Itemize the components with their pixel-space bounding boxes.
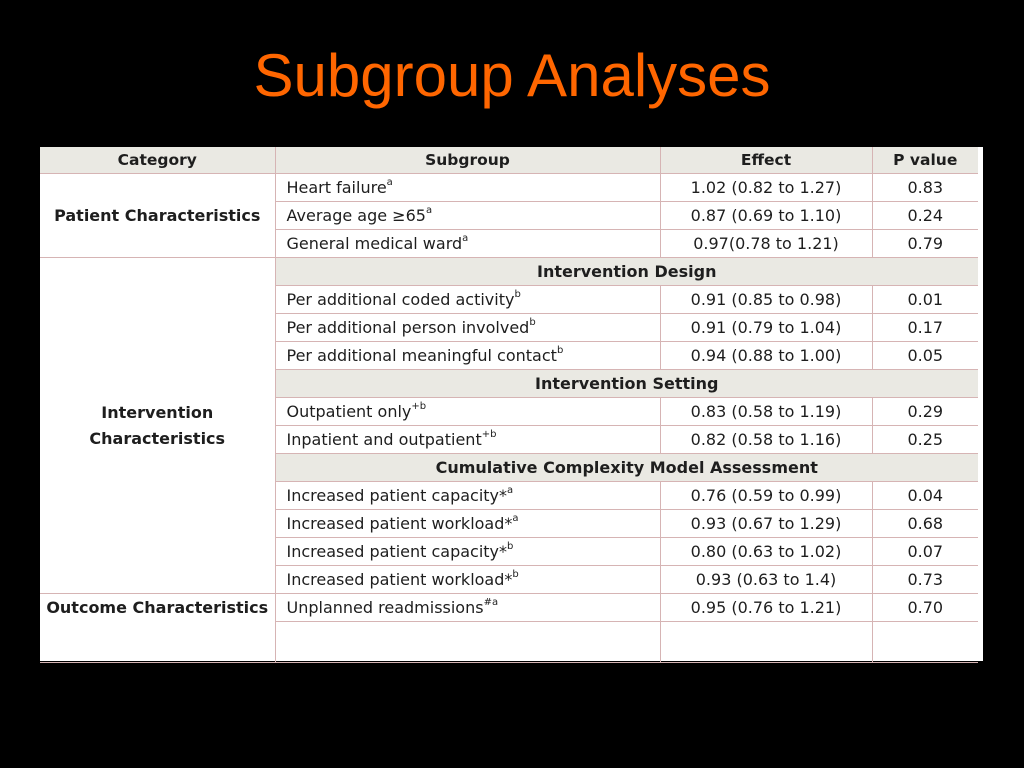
section-heading-design: Intervention Design — [275, 258, 978, 286]
table-row — [40, 594, 978, 622]
p-value-cell: 0.29 — [872, 398, 978, 426]
category-outcome: Outcome Characteristics — [40, 594, 275, 663]
p-value-cell: 0.68 — [872, 510, 978, 538]
section-heading-setting: Intervention Setting — [275, 370, 978, 398]
header-p-value: P value — [872, 147, 978, 174]
effect-cell: 0.83 (0.58 to 1.19) — [660, 398, 872, 426]
p-value-cell: 0.05 — [872, 342, 978, 370]
effect-cell: 0.76 (0.59 to 0.99) — [660, 482, 872, 510]
subgroup-cell: Increased patient workload*$^b$ — [275, 566, 660, 594]
effect-cell: 0.91 (0.85 to 0.98) — [660, 286, 872, 314]
header-subgroup: Subgroup — [275, 147, 660, 174]
subgroup-cell: Increased patient workload*$^a$ — [275, 510, 660, 538]
table-header-row — [40, 147, 978, 174]
p-value-cell: 0.07 — [872, 538, 978, 566]
effect-cell: 0.95 (0.76 to 1.21) — [660, 594, 872, 622]
subgroup-cell: General medical ward$^a$ — [275, 230, 660, 258]
subgroup-table-panel — [40, 147, 983, 661]
effect-cell: 0.97(0.78 to 1.21) — [660, 230, 872, 258]
p-value-cell: 0.73 — [872, 566, 978, 594]
subgroup-cell: Outpatient only$^{+b}$ — [275, 398, 660, 426]
subgroup-cell: Unplanned readmissions$^{\#a}$ — [275, 594, 660, 622]
effect-cell: 0.82 (0.58 to 1.16) — [660, 426, 872, 454]
effect-cell: 0.87 (0.69 to 1.10) — [660, 202, 872, 230]
subgroup-cell: Inpatient and outpatient$^{+b}$ — [275, 426, 660, 454]
empty-cell — [275, 622, 660, 663]
p-value-cell: 0.83 — [872, 174, 978, 202]
effect-cell: 0.93 (0.63 to 1.4) — [660, 566, 872, 594]
p-value-cell: 0.01 — [872, 286, 978, 314]
p-value-cell: 0.04 — [872, 482, 978, 510]
effect-cell: 0.91 (0.79 to 1.04) — [660, 314, 872, 342]
header-category: Category — [40, 147, 275, 174]
category-intervention: Intervention Characteristics — [40, 258, 275, 594]
p-value-cell: 0.17 — [872, 314, 978, 342]
table-row — [40, 174, 978, 202]
empty-cell — [872, 622, 978, 663]
effect-cell: 1.02 (0.82 to 1.27) — [660, 174, 872, 202]
effect-cell: 0.94 (0.88 to 1.00) — [660, 342, 872, 370]
subgroup-cell: Heart failure$^a$ — [275, 174, 660, 202]
p-value-cell: 0.70 — [872, 594, 978, 622]
subgroup-cell: Per additional person involved$^b$ — [275, 314, 660, 342]
effect-cell: 0.93 (0.67 to 1.29) — [660, 510, 872, 538]
subgroup-cell: Per additional coded activity$^b$ — [275, 286, 660, 314]
subgroup-cell: Increased patient capacity*$^a$ — [275, 482, 660, 510]
p-value-cell: 0.25 — [872, 426, 978, 454]
empty-cell — [660, 622, 872, 663]
section-heading-ccm: Cumulative Complexity Model Assessment — [275, 454, 978, 482]
subgroup-cell: Average age $\ge 65^a$ — [275, 202, 660, 230]
slide-title: Subgroup Analyses — [253, 42, 771, 109]
header-effect: Effect — [660, 147, 872, 174]
section-row — [40, 258, 978, 286]
subgroup-table — [40, 147, 978, 663]
subgroup-cell: Per additional meaningful contact$^b$ — [275, 342, 660, 370]
subgroup-cell: Increased patient capacity*$^b$ — [275, 538, 660, 566]
p-value-cell: 0.24 — [872, 202, 978, 230]
category-patient: Patient Characteristics — [40, 174, 275, 258]
effect-cell: 0.80 (0.63 to 1.02) — [660, 538, 872, 566]
p-value-cell: 0.79 — [872, 230, 978, 258]
